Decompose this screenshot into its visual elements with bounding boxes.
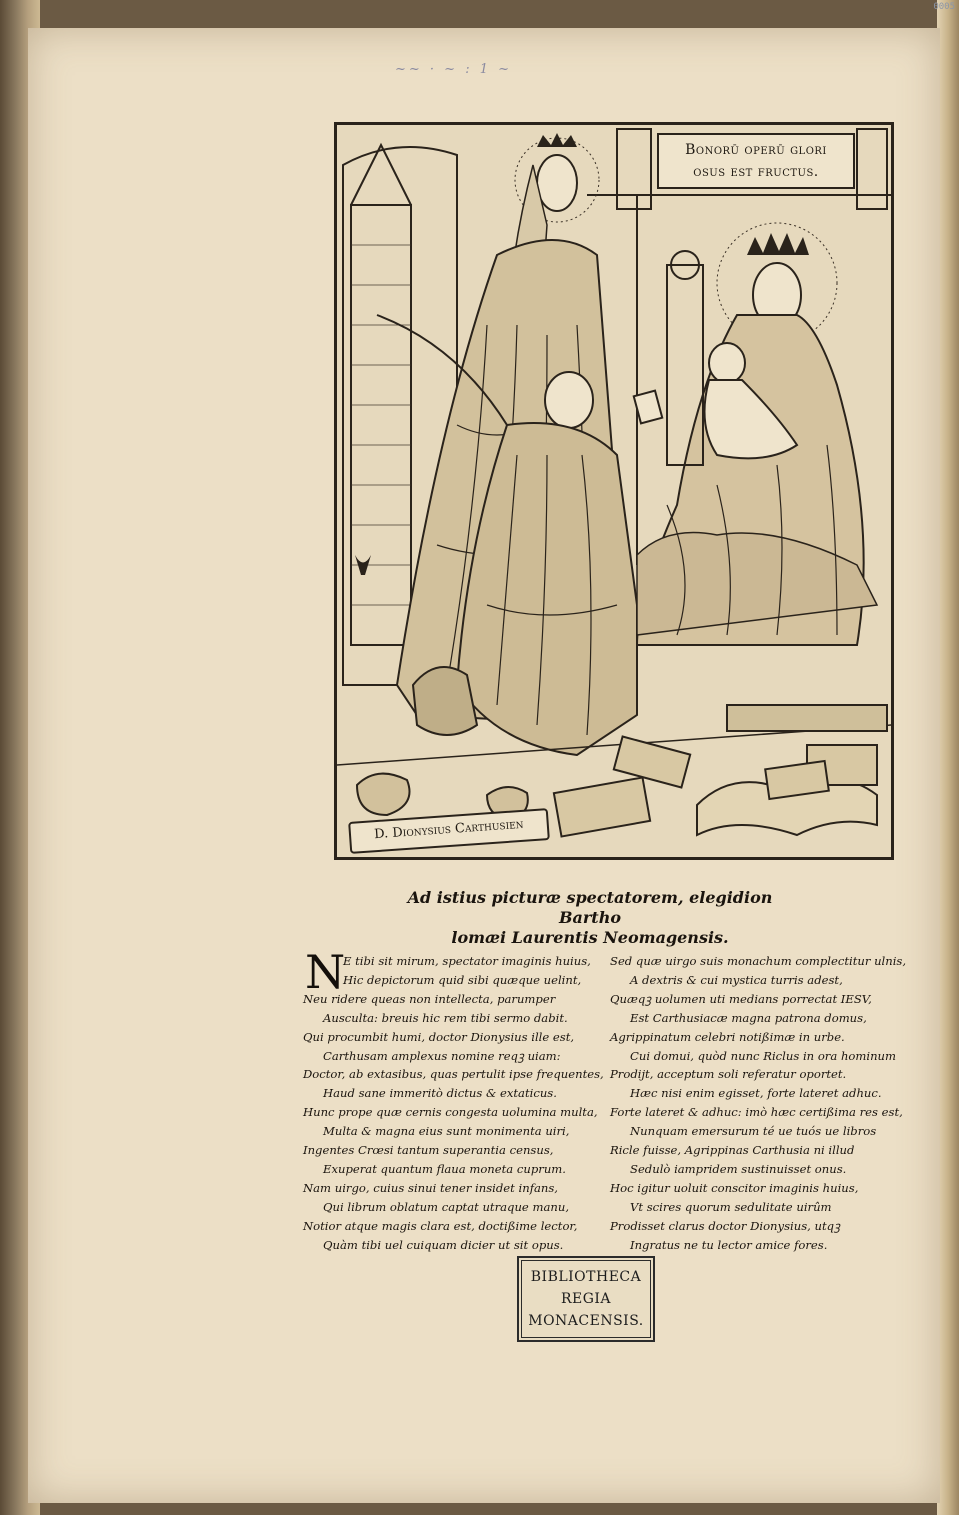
woodcut-drawing (337, 125, 891, 857)
woodcut-motto (657, 133, 855, 189)
poem-line: Exuperat quantum flaua moneta cuprum. (323, 1161, 566, 1176)
folio-mark: 0005 (933, 2, 955, 12)
woodcut-illustration (334, 122, 894, 860)
poem-line: Prodisset clarus doctor Dionysius, utqꝫ (610, 1218, 840, 1233)
poem-column-right (610, 952, 935, 1255)
stamp-line-3: MONACENSIS. (528, 1313, 644, 1329)
stamp-line-1: BIBLIOTHECA (530, 1269, 642, 1285)
poem-line: Qui procumbit humi, doctor Dionysius ille est, (303, 1029, 575, 1044)
poem-line: Hic depictorum quid sibi quæque uelint, (343, 972, 582, 987)
poem-title (380, 888, 800, 948)
poem-line: Carthusam amplexus nomine reqꝫ uiam: (323, 1048, 561, 1063)
poem-column-left (303, 945, 628, 1255)
motto-line-2: osus est fructus. (693, 164, 819, 180)
poem-title-line-2: lomæi Laurentis Neomagensis. (451, 928, 729, 947)
motto-line-1: Bonorū operū glori (685, 142, 827, 158)
drop-cap: N (305, 945, 346, 999)
poem-title-line-1: Ad istius picturæ spectatorem, elegidion Bartho (407, 888, 773, 927)
poem-line: Notior atque magis clara est, doctißime lector, (303, 1218, 578, 1233)
poem-line: Qui librum oblatum captat utraque manu, (323, 1199, 569, 1214)
poem-line: Haud sane immeritò dictus & extaticus. (323, 1086, 557, 1101)
poem-line: Ricle fuisse, Agrippinas Carthusia ni illud (610, 1143, 855, 1158)
poem-line: Hoc igitur uoluit conscitor imaginis huius, (610, 1180, 859, 1195)
poem-line: Neu ridere queas non intellecta, parumper (303, 991, 556, 1006)
poem-line: Cui domui, quòd nunc Riclus in ora hominum (630, 1048, 897, 1063)
woodcut-caption: D. Dionysius Carthusien (348, 808, 550, 854)
poem-line: Hæc nisi enim egisset, forte lateret adhuc. (630, 1086, 882, 1101)
poem-line: Prodijt, acceptum soli referatur oportet. (610, 1067, 847, 1082)
poem-line: Ingentes Crœsi tantum superantia census, (303, 1143, 554, 1158)
stamp-line-2: REGIA (560, 1291, 612, 1307)
library-stamp (517, 1256, 655, 1342)
poem-line: Agrippinatum celebri notißimæ in urbe. (610, 1029, 845, 1044)
poem-line: E tibi sit mirum, spectator imaginis huius, (343, 954, 591, 968)
poem-line: Hunc prope quæ cernis congesta uolumina multa, (303, 1105, 598, 1120)
handwritten-note: ~~ · ~ : 1 ~ (395, 62, 513, 77)
poem-line: Vt scires quorum sedulitate uirûm (630, 1199, 832, 1214)
poem-line: Doctor, ab extasibus, quas pertulit ipse frequentes, (303, 1067, 604, 1082)
poem-line: Quæqꝫ uolumen uti medians porrectat IESV, (610, 991, 872, 1006)
poem-line: Ausculta: breuis hic rem tibi sermo dabit. (323, 1010, 568, 1025)
poem-line: Nunquam emersurum té ue tuós ue libros (630, 1124, 877, 1139)
poem-line: Sed quæ uirgo suis monachum complectitur ulnis, (610, 954, 907, 968)
poem-line: Est Carthusiacæ magna patrona domus, (630, 1010, 867, 1025)
poem-line: Multa & magna eius sunt monimenta uiri, (323, 1124, 570, 1139)
poem-line: Ingratus ne tu lector amice fores. (630, 1237, 828, 1252)
poem-line: Forte lateret & adhuc: imò hæc certißima res est, (610, 1105, 903, 1120)
poem-line: Quàm tibi uel cuiquam dicier ut sit opus. (323, 1237, 564, 1252)
book-edge-right (937, 0, 959, 1515)
poem-line: Sedulò iampridem sustinuisset onus. (630, 1161, 847, 1176)
poem-line: A dextris & cui mystica turris adest, (630, 972, 843, 987)
poem-line: Nam uirgo, cuius sinui tener insidet infans, (303, 1180, 558, 1195)
